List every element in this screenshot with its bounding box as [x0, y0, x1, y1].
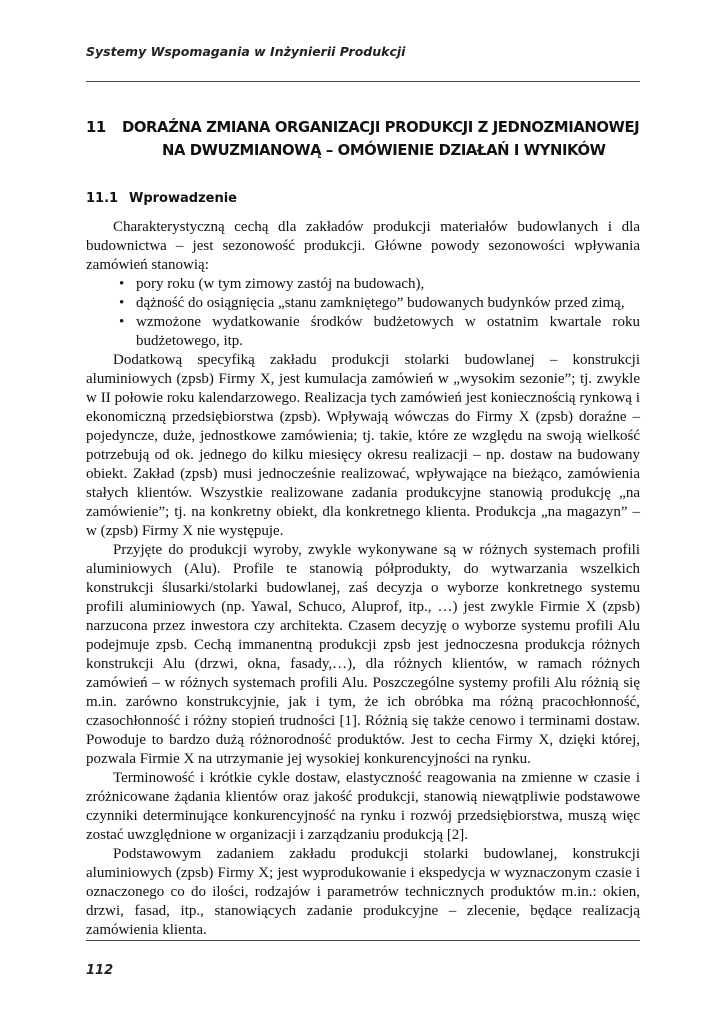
bullet-list — [86, 275, 640, 351]
section-heading — [86, 191, 237, 206]
bullet-text: pory roku (w tym zimowy zastój na budowach), — [136, 276, 425, 292]
bullet-icon: • — [119, 295, 125, 311]
chapter-title-line1: DORAŹNA ZMIANA ORGANIZACJI PRODUKCJI Z JEDNOZMIANOWEJ — [122, 119, 640, 136]
paragraph-3: Przyjęte do produkcji wyroby, zwykle wykonywane są w różnych systemach profili aluminiowych (Alu). Profile te stanowią półprodukty, do wytwarzania wszelkich konstrukcji ślusarki/stolarki budowlanej, zaś decyzja o wyborze konkretnego systemu profili aluminiowych (np. Yawal, Schuco, Aluprof, itp., …) jest zwykle Firmie X (zpsb) narzucona przez inwestora czy architekta. Czasem decyzję o wyborze systemu profili Alu podejmuje zpsb. Cechą immanentną produkcji zpsb jest jednoczesna produkcja różnych konstrukcji Alu (drzwi, okna, fasady,…), dla różnych klientów, w ramach różnych zamówień – w różnych systemach profili Alu. Poszczególne systemy profili Alu różnią się m.in. zarówno konstrukcyjnie, jak i tym, że ich obróbka ma różną pracochłonność, czasochłonność i różny stopień trudności [1]. Różnią się także cenowo i terminami dostaw. Powoduje to bardzo dużą różnorodność produktów. Jest to cecha Firmy X, dzięki której, pozwala Firmie X na utrzymanie jej wysokiej konkurencyjności na rynku. — [86, 542, 640, 767]
chapter-title-line2: NA DWUZMIANOWĄ – OMÓWIENIE DZIAŁAŃ I WYNIKÓW — [162, 142, 606, 159]
bullet-icon: • — [119, 314, 125, 330]
page-number: 112 — [86, 963, 114, 978]
running-header: Systemy Wspomagania w Inżynierii Produkcji — [86, 44, 406, 59]
header-divider — [86, 81, 640, 82]
section-title: Wprowadzenie — [129, 191, 237, 206]
bullet-text: dążność do osiągnięcia „stanu zamkniętego” budowanych budynków przed zimą, — [136, 295, 625, 311]
paragraph-2: Dodatkową specyfiką zakładu produkcji stolarki budowlanej – konstrukcji aluminiowych (zpsb) Firmy X, jest kumulacja zamówień w „wysokim sezonie”; tj. zwykle w II połowie roku kalendarzowego. Realizacja tych zamówień jest koniecznością rynkową i ekonomiczną przedsiębiorstwa (zpsb). Wpływają wówczas do Firmy X (zpsb) doraźne – pojedyncze, duże, jednostkowe zamówienia; tj. takie, które ze względu na swoją wielkość potrzebują od ok. jednego do kilku miesięcy okresu realizacji – np. dostaw na budowany obiekt. Zakład (zpsb) musi jednocześnie realizować, wpływające na bieżąco, zamówienia stałych klientów. Wszystkie realizowane zadania produkcyjne stanowią produkcję „na zamówienie”; tj. na konkretny obiekt, dla konkretnego klienta. Produkcja „na magazyn” – w (zpsb) Firmy X nie występuje. — [86, 352, 640, 539]
bullet-item — [86, 294, 640, 313]
bullet-item — [86, 275, 640, 294]
body-text — [86, 218, 640, 940]
bullet-icon: • — [119, 276, 125, 292]
bullet-text: wzmożone wydatkowanie środków budżetowych w ostatnim kwartale roku budżetowego, itp. — [136, 314, 640, 349]
bullet-item — [86, 313, 640, 351]
paragraph-1: Charakterystyczną cechą dla zakładów produkcji materiałów budowlanych i dla budownictwa – jest sezonowość produkcji. Główne powody sezonowości wpływania zamówień stanowią: — [86, 219, 640, 273]
chapter-heading — [86, 116, 640, 162]
section-number: 11.1 — [86, 191, 119, 206]
chapter-number: 11 — [86, 119, 106, 136]
paragraph-5: Podstawowym zadaniem zakładu produkcji stolarki budowlanej, konstrukcji aluminiowych (zpsb) Firmy X; jest wyprodukowanie i ekspedycja w wyznaczonym czasie i oznaczonego co do ilości, rodzajów i parametrów technicznych produktów m.in.: okien, drzwi, fasad, itp., stanowiących zadanie produkcyjne – zlecenie, będące realizacją zamówienia klienta. — [86, 846, 640, 938]
footer-divider — [86, 940, 640, 941]
paragraph-4: Terminowość i krótkie cykle dostaw, elastyczność reagowania na zmienne w czasie i zróżnicowane żądania klientów oraz jakość produkcji, stanowią niewątpliwie podstawowe czynniki determinujące konkurencyjność na rynku i rozwój przedsiębiorstwa, muszą więc zostać uwzględnione w organizacji i zarządzaniu produkcją [2]. — [86, 770, 640, 843]
chapter-heading-line1 — [86, 116, 640, 139]
